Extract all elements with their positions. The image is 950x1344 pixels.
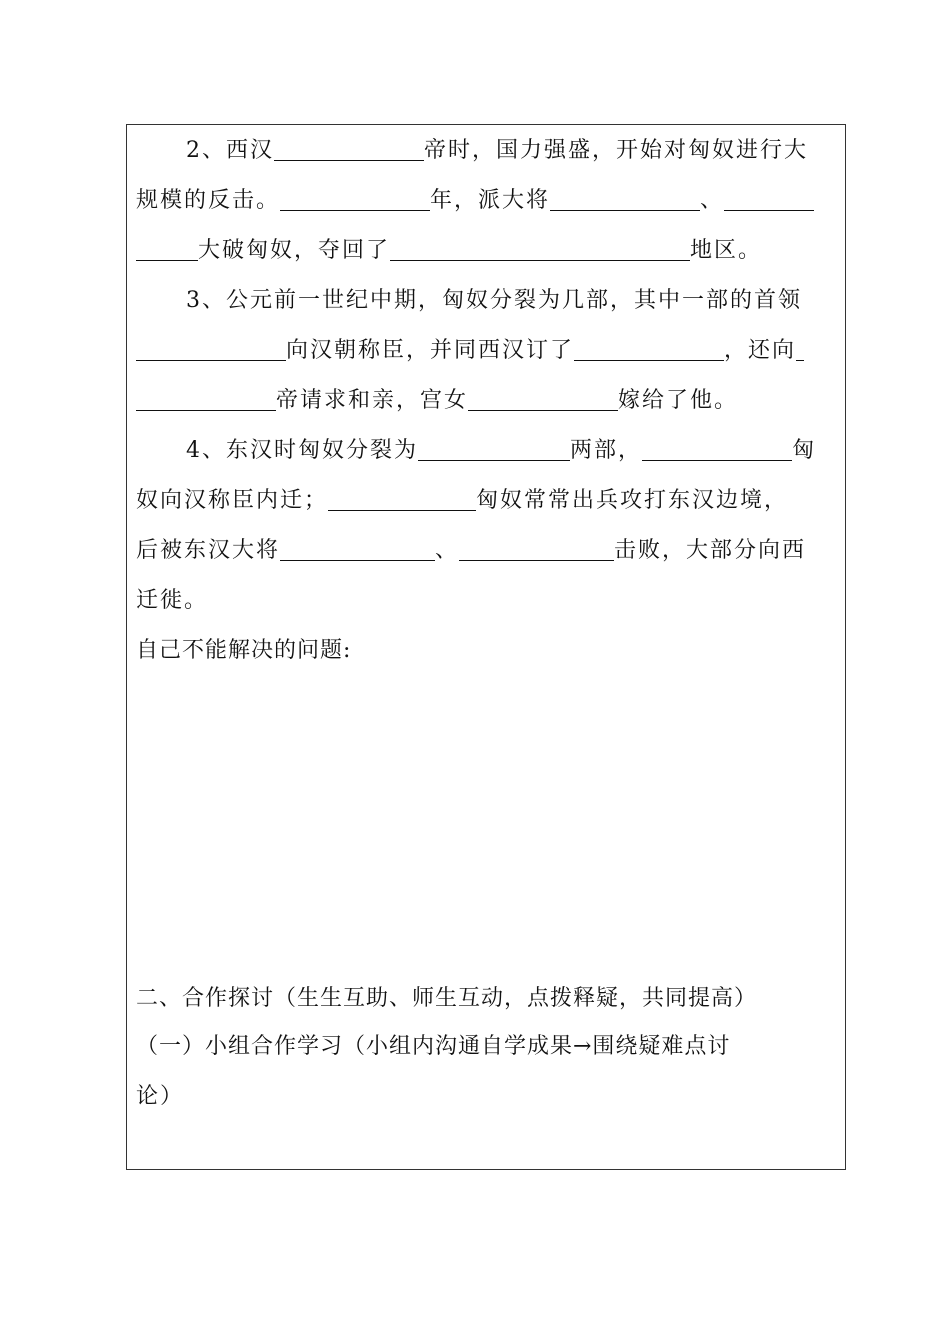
fill-blank[interactable]: [574, 330, 724, 361]
fill-blank[interactable]: [274, 130, 424, 161]
q2-text: 地区。: [690, 238, 763, 263]
q2-line-3: [136, 226, 838, 276]
q4-text: 两部，: [570, 438, 643, 463]
q2-line-2: [136, 176, 838, 226]
q4-text: 、: [435, 538, 460, 563]
section-2-sub-heading: （一）小组合作学习（小组内沟通自学成果→围绕疑难点讨: [136, 1034, 731, 1059]
fill-blank[interactable]: [390, 230, 690, 261]
fill-blank[interactable]: [459, 530, 614, 561]
q2-text: 规模的反击。: [136, 188, 281, 213]
fill-blank[interactable]: [136, 380, 276, 411]
q4-text: 匈: [792, 438, 817, 463]
q2-text: 、: [700, 188, 725, 213]
q2-text: 大破匈奴，夺回了: [198, 238, 391, 263]
q4-line-1: [186, 426, 838, 476]
q4-text: 4、东汉时匈奴分裂为: [186, 438, 418, 463]
fill-blank[interactable]: [468, 380, 618, 411]
fill-blank[interactable]: [724, 180, 814, 211]
q4-text: 奴向汉称臣内迁；: [136, 488, 329, 513]
fill-blank[interactable]: [136, 330, 286, 361]
q3-text: 帝请求和亲，宫女: [276, 388, 469, 413]
fill-blank[interactable]: [550, 180, 700, 211]
fill-blank[interactable]: [328, 480, 476, 511]
fill-blank[interactable]: [418, 430, 570, 461]
q4-text: 匈奴常常出兵攻打东汉边境，: [476, 488, 789, 513]
q3-line-2: [136, 326, 838, 376]
q3-line-3: [136, 376, 838, 426]
section-2-heading: 二、合作探讨（生生互助、师生互动，点拨释疑，共同提高）: [136, 986, 758, 1011]
q4-line-2: [136, 476, 838, 526]
fill-blank[interactable]: [280, 180, 430, 211]
q4-line-4: [136, 576, 838, 626]
q3-text: 向汉朝称臣，并同西汉订了: [286, 338, 575, 363]
q4-text: 后被东汉大将: [136, 538, 281, 563]
section-2-sub-heading-cont: 论）: [136, 1084, 185, 1109]
q4-text: 击败，大部分向西: [614, 538, 807, 563]
unresolved-questions-label: 自己不能解决的问题:: [136, 638, 352, 663]
q4-line-3: [136, 526, 838, 576]
fill-blank[interactable]: [136, 230, 198, 261]
q3-text: 3、公元前一世纪中期，匈奴分裂为几部，其中一部的首领: [186, 288, 802, 313]
q3-line-1: [186, 276, 838, 326]
q4-text: 迁徙。: [136, 588, 209, 613]
q2-line-1: [186, 126, 838, 176]
fill-blank[interactable]: [280, 530, 435, 561]
q3-text: ，还向: [724, 338, 797, 363]
q2-text: 年，派大将: [430, 188, 551, 213]
q2-text: 帝时，国力强盛，开始对匈奴进行大: [424, 138, 809, 163]
fill-blank[interactable]: [642, 430, 792, 461]
q3-text: 嫁给了他。: [618, 388, 739, 413]
fill-blank[interactable]: [796, 330, 804, 361]
q2-text: 2、西汉: [186, 138, 274, 163]
